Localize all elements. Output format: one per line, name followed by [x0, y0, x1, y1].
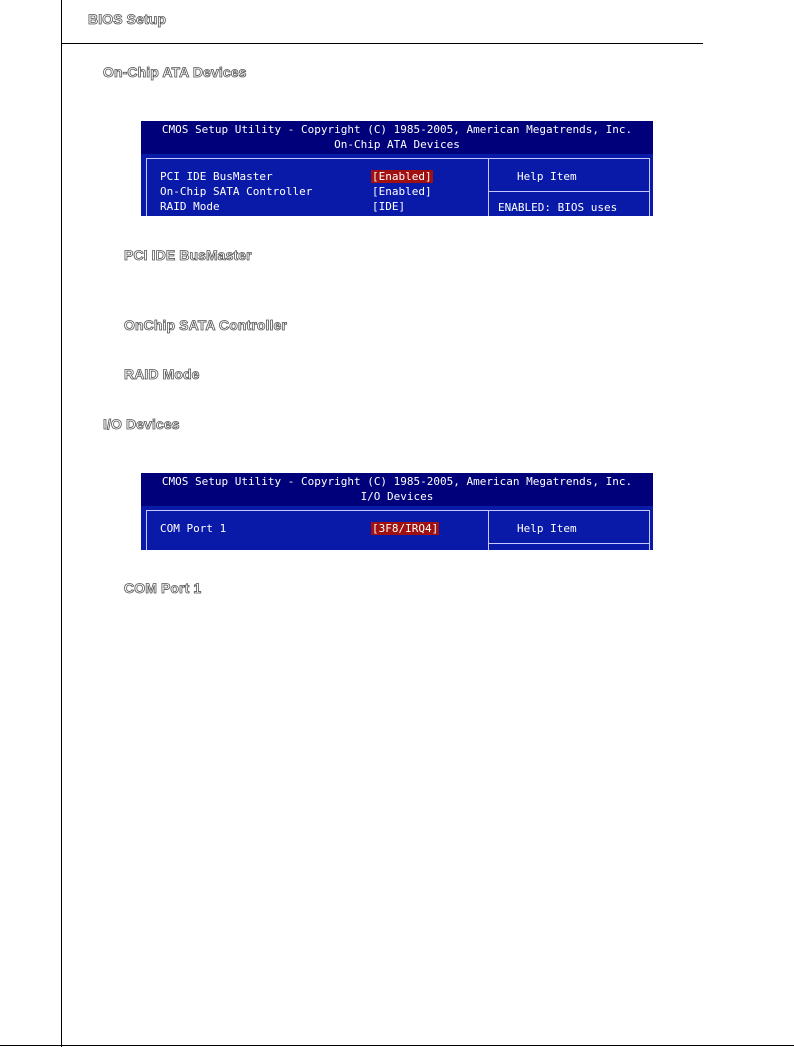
bios-page-title: On-Chip ATA Devices — [334, 138, 460, 151]
bios-panel — [146, 158, 650, 216]
bios-help-title: Help Item — [517, 170, 577, 183]
bios-item-value-pci-ide-busmaster[interactable]: [Enabled] — [372, 170, 432, 183]
bios-help-separator — [489, 191, 649, 192]
subheading-pci-ide-busmaster: PCI IDE BusMaster — [124, 247, 252, 263]
subheading-com-port-1: COM Port 1 — [124, 580, 202, 596]
footer-rule — [0, 1045, 794, 1046]
bios-help-text: ENABLED: BIOS uses — [498, 201, 618, 214]
bios-item-value-raid-mode[interactable]: [IDE] — [372, 200, 406, 213]
bios-screen-onchip-ata — [141, 121, 653, 216]
bios-help-separator — [489, 543, 649, 544]
bios-item-label-raid-mode[interactable]: RAID Mode — [160, 200, 220, 213]
section-heading-io-devices: I/O Devices — [103, 416, 180, 432]
bios-copyright-line: CMOS Setup Utility - Copyright (C) 1985-2005, American Megatrends, Inc. — [161, 475, 633, 488]
left-margin-rule — [61, 0, 62, 1047]
bios-screen-io-devices — [141, 473, 653, 550]
bios-page-title: I/O Devices — [360, 490, 434, 503]
bios-panel — [146, 510, 650, 550]
subheading-raid-mode: RAID Mode — [124, 366, 200, 382]
bios-title-bar — [141, 473, 653, 506]
bios-help-divider — [488, 511, 489, 550]
page-header-title: BIOS Setup — [88, 11, 167, 27]
header-rule — [61, 43, 703, 44]
bios-item-label-com-port-1[interactable]: COM Port 1 — [160, 522, 227, 535]
subheading-onchip-sata: OnChip SATA Controller — [124, 317, 287, 333]
bios-copyright-line: CMOS Setup Utility - Copyright (C) 1985-2005, American Megatrends, Inc. — [161, 123, 633, 136]
bios-help-divider — [488, 159, 489, 216]
bios-item-value-onchip-sata[interactable]: [Enabled] — [372, 185, 432, 198]
bios-title-bar — [141, 121, 653, 154]
bios-item-label-pci-ide-busmaster[interactable]: PCI IDE BusMaster — [160, 170, 273, 183]
bios-item-label-onchip-sata[interactable]: On-Chip SATA Controller — [160, 185, 313, 198]
bios-help-title: Help Item — [517, 522, 577, 535]
section-heading-onchip-ata: On-Chip ATA Devices — [103, 64, 247, 80]
bios-item-value-com-port-1[interactable]: [3F8/IRQ4] — [372, 522, 439, 535]
